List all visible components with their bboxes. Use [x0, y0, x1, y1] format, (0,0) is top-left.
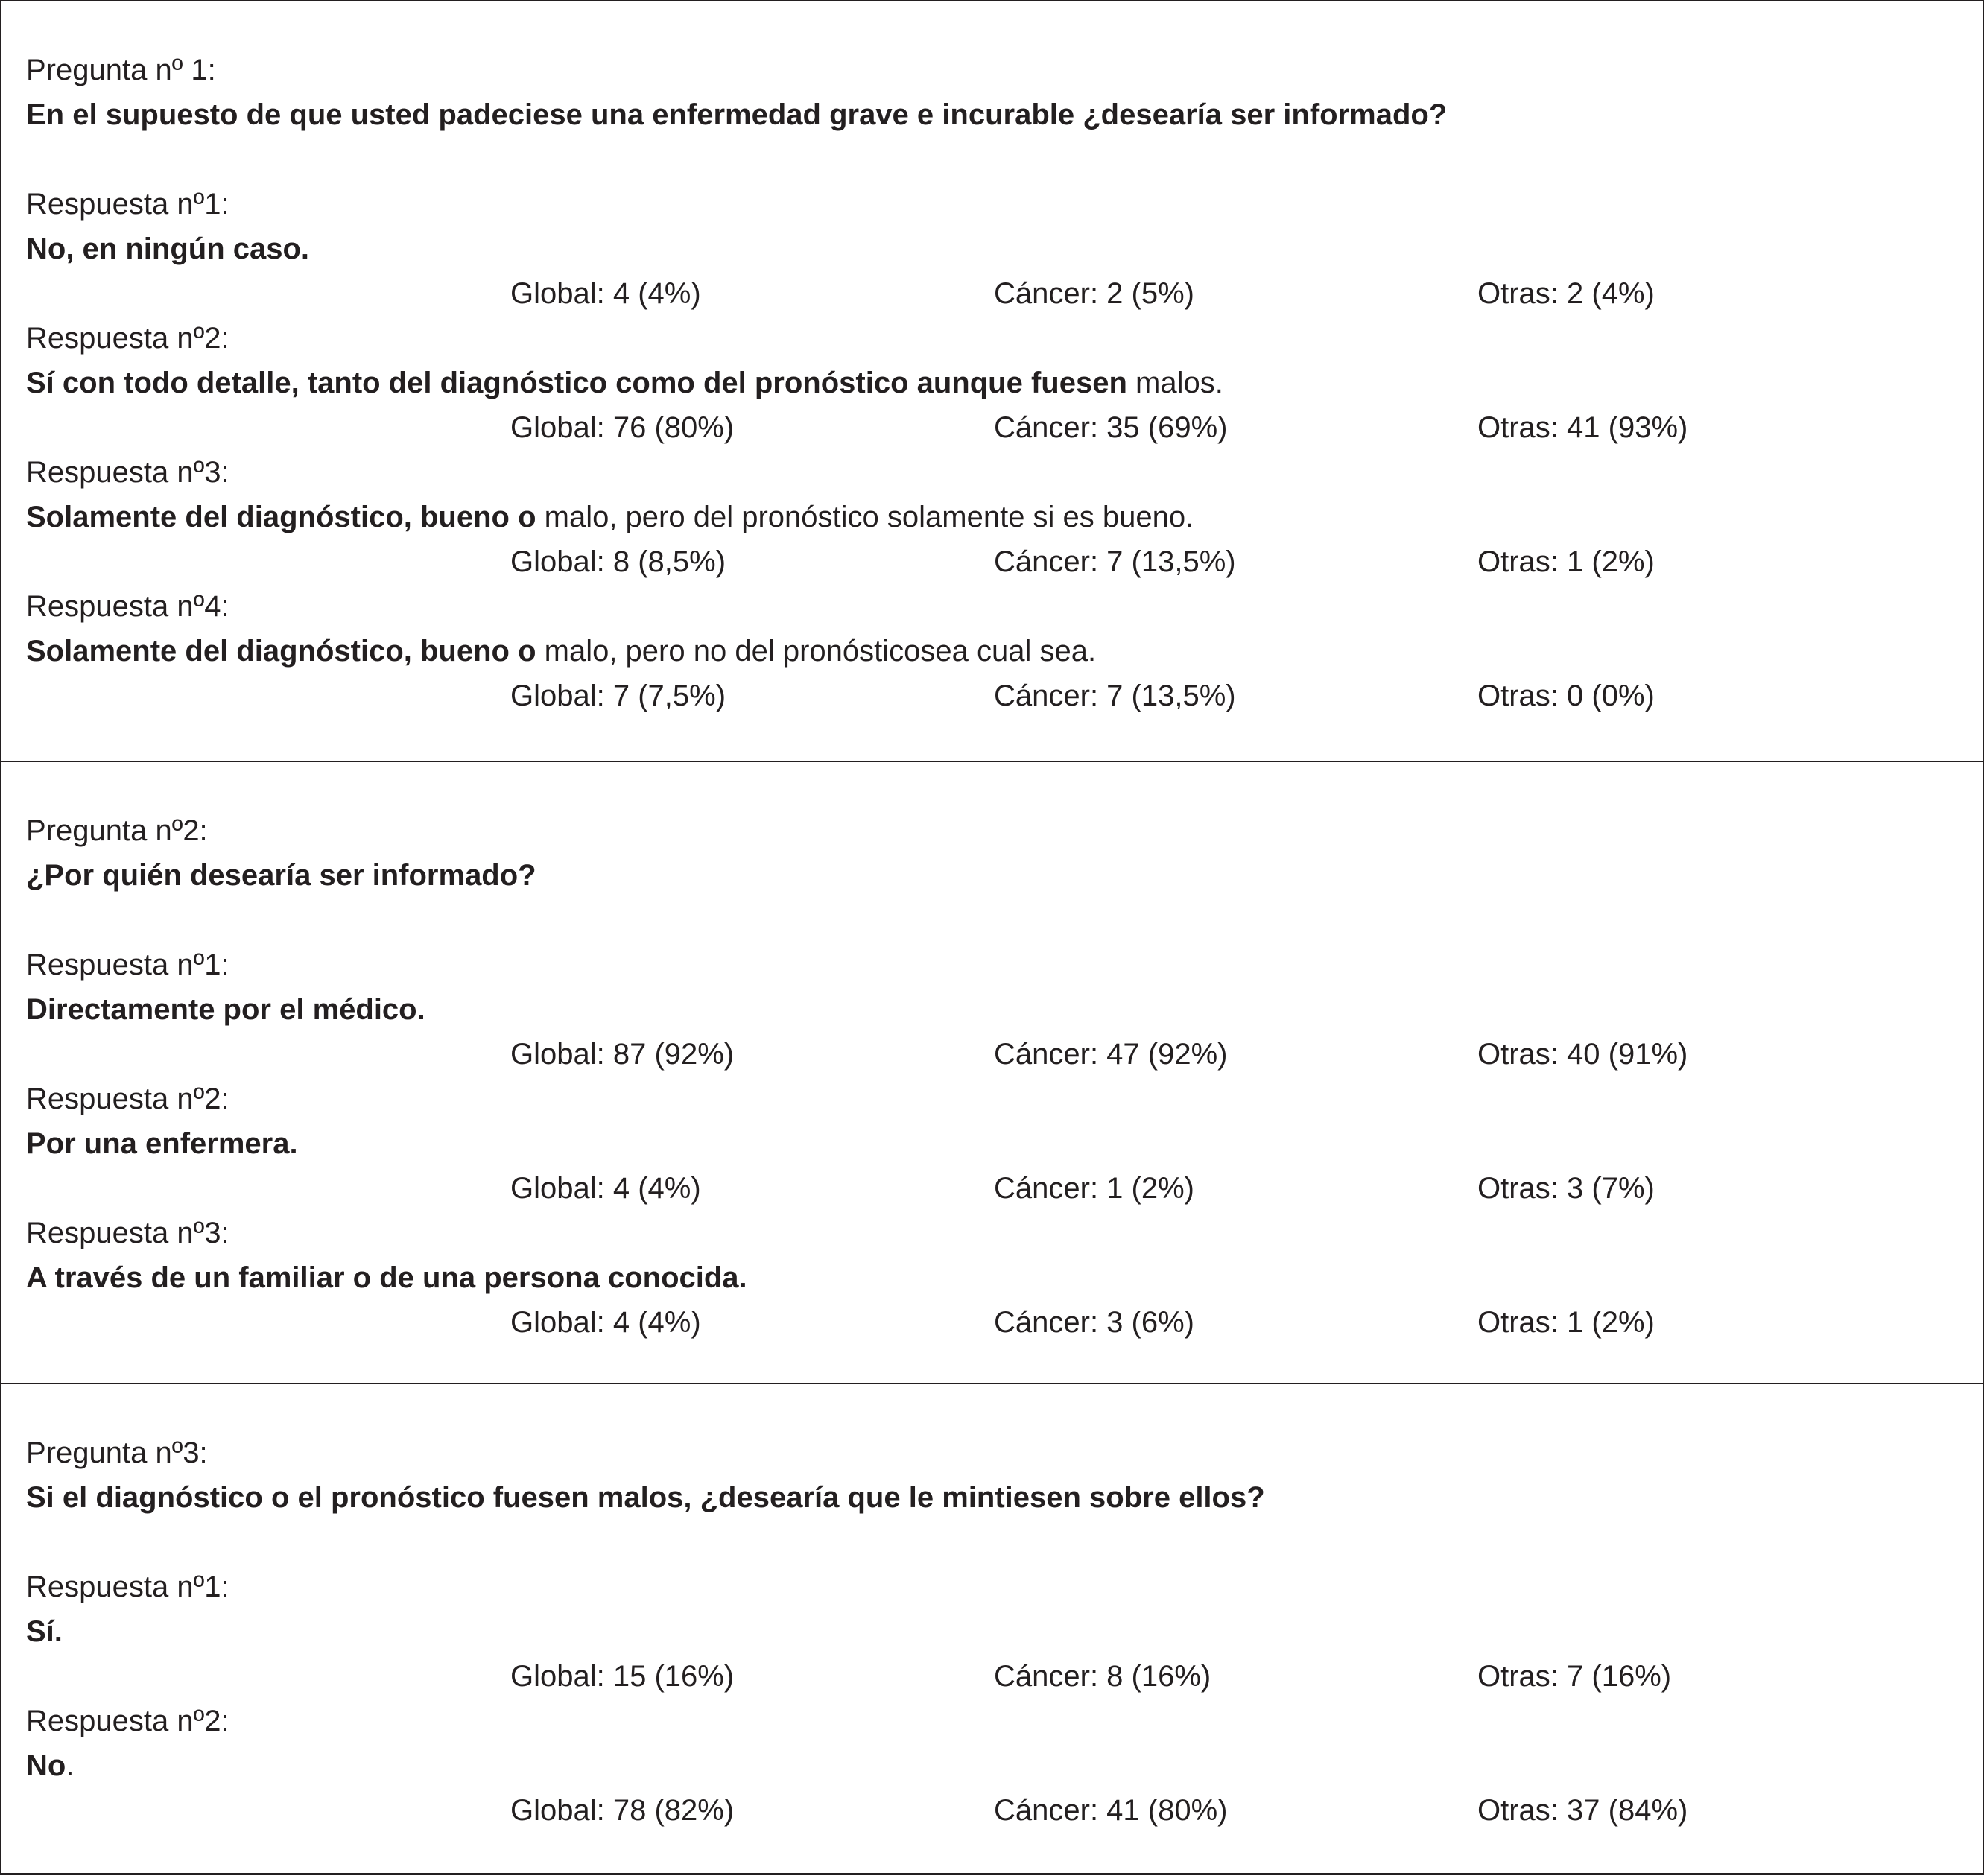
question-label: Pregunta nº 1:: [26, 54, 216, 86]
question-text: Si el diagnóstico o el pronóstico fuesen malos, ¿desearía que le mintiesen sobre ellos?: [26, 1481, 1265, 1514]
cancer-stat: Cáncer: 2 (5%): [994, 277, 1194, 310]
answer-text-tail: malo, pero no del pronósticosea cual sea.: [536, 635, 1097, 668]
cancer-stat: Cáncer: 8 (16%): [994, 1660, 1211, 1693]
global-stat: Global: 76 (80%): [510, 411, 735, 444]
answer-label: Respuesta nº4:: [26, 590, 229, 623]
answer-label: Respuesta nº2:: [26, 1083, 229, 1115]
otras-stat: Otras: 1 (2%): [1477, 1306, 1655, 1339]
answer-stats: [26, 271, 1958, 316]
answer-stats: [26, 1166, 1958, 1211]
answer-stats: [26, 405, 1958, 450]
question-2: [26, 808, 1958, 1345]
question-1: [26, 48, 1958, 718]
global-stat: Global: 87 (92%): [510, 1038, 735, 1071]
cancer-stat: Cáncer: 41 (80%): [994, 1794, 1228, 1827]
answer-text: Sí.: [26, 1615, 63, 1648]
answer-label: Respuesta nº3:: [26, 1217, 229, 1249]
question-text: En el supuesto de que usted padeciese una enfermedad grave e incurable ¿desearía ser informado?: [26, 98, 1448, 131]
global-stat: Global: 78 (82%): [510, 1794, 735, 1827]
answer-text-main: Solamente del diagnóstico, bueno o: [26, 501, 536, 533]
answer-text-tail: malo, pero del pronóstico solamente si es bueno.: [536, 501, 1194, 533]
answer-stats: [26, 1654, 1958, 1699]
cancer-stat: Cáncer: 47 (92%): [994, 1038, 1228, 1071]
answer-label: Respuesta nº1:: [26, 948, 229, 981]
question-text: ¿Por quién desearía ser informado?: [26, 859, 536, 892]
global-stat: Global: 15 (16%): [510, 1660, 735, 1693]
global-stat: Global: 7 (7,5%): [510, 679, 726, 712]
answer-text: Directamente por el médico.: [26, 993, 425, 1026]
answer-text: No, en ningún caso.: [26, 232, 310, 265]
answer-label: Respuesta nº2:: [26, 322, 229, 355]
global-stat: Global: 8 (8,5%): [510, 545, 726, 578]
otras-stat: Otras: 37 (84%): [1477, 1794, 1688, 1827]
answer-label: Respuesta nº3:: [26, 456, 229, 489]
otras-stat: Otras: 0 (0%): [1477, 679, 1655, 712]
answer-text: [26, 495, 1958, 539]
global-stat: Global: 4 (4%): [510, 277, 701, 310]
answer-text-main: Solamente del diagnóstico, bueno o: [26, 635, 536, 668]
answer-label: Respuesta nº1:: [26, 188, 229, 221]
question-label: Pregunta nº3:: [26, 1436, 208, 1469]
answer-stats: [26, 1788, 1958, 1833]
question-3: [26, 1430, 1958, 1833]
cancer-stat: Cáncer: 35 (69%): [994, 411, 1228, 444]
global-stat: Global: 4 (4%): [510, 1172, 701, 1205]
cancer-stat: Cáncer: 1 (2%): [994, 1172, 1194, 1205]
answer-label: Respuesta nº1:: [26, 1571, 229, 1603]
answer-stats: [26, 674, 1958, 718]
answer-text: [26, 1743, 1958, 1788]
answer-text-main: No: [26, 1749, 66, 1782]
answer-text: [26, 629, 1958, 674]
cancer-stat: Cáncer: 7 (13,5%): [994, 545, 1236, 578]
answer-text-tail: .: [66, 1749, 75, 1782]
answer-stats: [26, 1032, 1958, 1077]
global-stat: Global: 4 (4%): [510, 1306, 701, 1339]
cancer-stat: Cáncer: 7 (13,5%): [994, 679, 1236, 712]
question-3-box: [0, 1383, 1984, 1875]
otras-stat: Otras: 3 (7%): [1477, 1172, 1655, 1205]
answer-text-tail: malos.: [1126, 367, 1223, 399]
answer-stats: [26, 539, 1958, 584]
cancer-stat: Cáncer: 3 (6%): [994, 1306, 1194, 1339]
otras-stat: Otras: 1 (2%): [1477, 545, 1655, 578]
otras-stat: Otras: 41 (93%): [1477, 411, 1688, 444]
otras-stat: Otras: 7 (16%): [1477, 1660, 1672, 1693]
question-label: Pregunta nº2:: [26, 814, 208, 847]
question-1-box: [0, 0, 1984, 762]
answer-text: [26, 361, 1958, 405]
question-2-box: [0, 761, 1984, 1384]
answer-stats: [26, 1300, 1958, 1345]
answer-label: Respuesta nº2:: [26, 1705, 229, 1737]
answer-text: Por una enfermera.: [26, 1127, 298, 1160]
answer-text-main: Sí con todo detalle, tanto del diagnóstico como del pronóstico aunque fuesen: [26, 367, 1127, 399]
otras-stat: Otras: 40 (91%): [1477, 1038, 1688, 1071]
answer-text: A través de un familiar o de una persona conocida.: [26, 1261, 747, 1294]
otras-stat: Otras: 2 (4%): [1477, 277, 1655, 310]
